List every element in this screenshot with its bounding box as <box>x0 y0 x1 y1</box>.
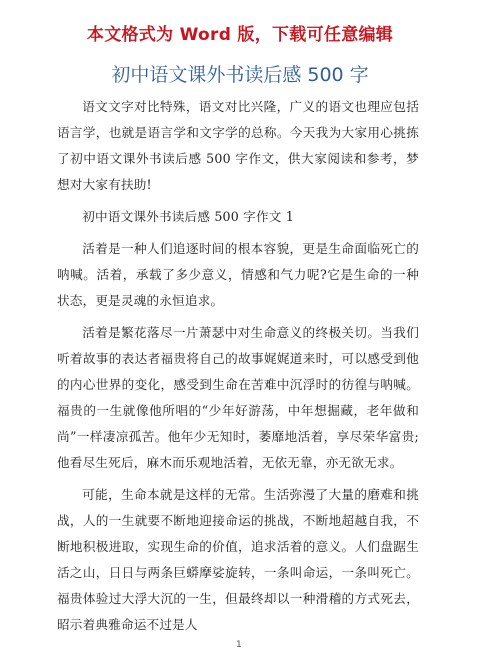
body-paragraph: 活着是繁花落尽一片萧瑟中对生命意义的终极关切。当我们听着故事的表达者福贵将自己的故事娓娓道来时，可以感受到他的内心世界的变化，感受到生命在苦难中沉浮时的彷徨与呐喊。福贵的一生就像他所唱的“少年好游荡，中年想掘藏，老年做和尚”一样凄凉孤苦。他年少无知时，萎靡地活着，享尽荣华富贵;他看尽生死后，麻木而乐观地活着，无依无靠，亦无欲无求。 <box>57 325 419 470</box>
document-title: 初中语文课外书读后感 500 字 <box>111 64 369 86</box>
intro-paragraph: 语文文字对比特殊，语文对比兴隆，广义的语文也理应包括语言学，也就是语言学和文字学的总称。今天我为大家用心挑拣了初中语文课外书读后感 500 字作文，供大家阅读和参考，梦想对大家有扶助! <box>57 99 419 192</box>
body-paragraph: 可能，生命本就是这样的无常。生活弥漫了大量的磨难和挑战，人的一生就要不断地迎接命运的挑战，不断地超越自我，不断地积极进取，实现生命的价值，追求活着的意义。人们盘踞生活之山，日日与两条巨蟒摩娑旋转，一条叫命运，一条叫死亡。福贵体验过大浮大沉的一生，但最终却以一种滑稽的方式死去，昭示着典雅命运不过是人 <box>57 487 419 632</box>
body-paragraph: 活着是一种人们追逐时间的根本容貌，更是生命面临死亡的呐喊。活着，承载了多少意义，情感和气力呢?它是生命的一种状态，更是灵魂的永恒追求。 <box>57 241 419 308</box>
format-banner: 本文格式为 Word 版，下载可任意编辑 <box>86 25 394 45</box>
essay-subtitle: 初中语文课外书读后感 500 字作文 1 <box>82 209 294 224</box>
document-body <box>57 94 419 644</box>
page-number: 1 <box>236 640 242 650</box>
